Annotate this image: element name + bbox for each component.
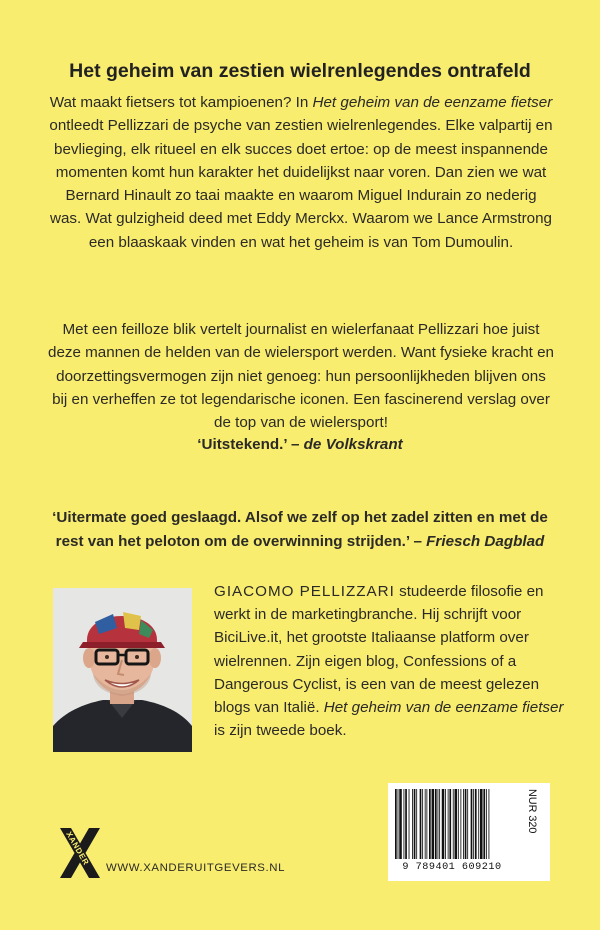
description-segment: Wat maakt fietsers tot kampioenen? In	[49, 94, 313, 111]
barcode-bar	[404, 789, 405, 859]
barcode-bar	[412, 789, 413, 859]
back-cover-heading: Het geheim van zestien wielrenlegendes ontrafeld	[69, 60, 531, 82]
review-quote-friesch-dagblad	[40, 506, 560, 554]
barcode-bar	[429, 789, 431, 859]
barcode-bar	[405, 789, 407, 859]
barcode-bar	[465, 789, 467, 859]
bio-segment: studeerde filosofie en werkt in de marketingbranche. Hij schrijft voor BiciLive.it, het grootste Italiaanse platform over wielrennen. Zijn eigen blog, Confessions of a Dangerous Cyclist, is een van de meest gelezen blogs van Italië.	[214, 583, 544, 717]
barcode-bars	[393, 789, 517, 861]
publisher-logo-text: XANDER	[64, 830, 91, 867]
description-segment: Het geheim van de eenzame fietser	[312, 94, 553, 111]
quote-text: ‘Uitermate goed geslaagd. Alsof we zelf op het zadel zitten en met de rest van het peloton om de overwinning strijden.’ –	[52, 509, 548, 550]
description-paragraph-1	[48, 91, 554, 254]
barcode-bar	[414, 789, 416, 859]
barcode-bar	[420, 789, 422, 859]
review-quote-volkskrant	[0, 436, 600, 453]
bio-segment: Het geheim van de eenzame fietser	[323, 699, 564, 717]
barcode-bar	[473, 789, 474, 859]
nur-code: NUR 320	[526, 789, 538, 834]
barcode-bar	[399, 789, 402, 859]
barcode-bar	[395, 789, 397, 859]
barcode-bar	[426, 789, 427, 859]
description-segment: ontleedt Pellizzari de psyche van zestien wielrenlegendes. Elke valpartij en bevlieging, elk ritueel en elk succes doet ertoe: op de meest inspannende momenten komt hun karakter het duidelijkst naar voren. Dan zien we wat Bernard Hinault zo taai maakte en waarom Miguel Indurain zo nederig was. Wat gulzigheid deed met Eddy Merckx. Waarom we Lance Armstrong een blaaskaak vinden en wat het geheim is van Tom Dumoulin.	[49, 117, 553, 251]
barcode-bar	[438, 789, 439, 859]
barcode-bar	[439, 789, 440, 859]
barcode-bar	[409, 789, 410, 859]
barcode-bar	[458, 789, 459, 859]
publisher-website: WWW.XANDERUITGEVERS.NL	[106, 862, 286, 874]
bio-segment: is zijn tweede boek.	[214, 722, 347, 740]
description-paragraph-2: Met een feilloze blik vertelt journalist en wielerfanaat Pellizzari hoe juist deze mannen de helden van de wielersport werden. Want fysieke kracht en doorzettingsvermogen zijn niet genoeg: hun persoonlijkheden blijven ons bij en verheffen ze tot legendarische iconen. Een fascinerend verslag over de top van de wielersport!	[48, 321, 554, 432]
barcode-bar	[432, 789, 435, 859]
author-photo	[53, 588, 192, 752]
barcode-bar	[463, 789, 464, 859]
author-portrait-illustration	[53, 588, 192, 752]
quote-source: de Volkskrant	[303, 436, 403, 453]
publisher-logo	[58, 826, 102, 880]
barcode-bar	[455, 789, 458, 859]
barcode-bar	[435, 789, 437, 859]
barcode-bar	[475, 789, 477, 859]
barcode-bar	[448, 789, 449, 859]
isbn-number: 9 789401 609210	[402, 862, 502, 873]
barcode-bar	[398, 789, 399, 859]
barcode-bar	[445, 789, 446, 859]
barcode-bar	[422, 789, 423, 859]
quote-text: ‘Uitstekend.’ –	[197, 436, 304, 453]
isbn-barcode	[388, 783, 550, 881]
barcode-bar	[489, 789, 490, 859]
barcode-bar	[416, 789, 417, 859]
barcode-bar	[425, 789, 426, 859]
barcode-bar	[449, 789, 451, 859]
barcode-bar	[467, 789, 468, 859]
barcode-bar	[442, 789, 445, 859]
barcode-bar	[460, 789, 461, 859]
barcode-bar	[486, 789, 487, 859]
barcode-bar	[478, 789, 479, 859]
barcode-bar	[483, 789, 485, 859]
barcode-bar	[453, 789, 454, 859]
barcode-bar	[480, 789, 483, 859]
bio-segment: GIACOMO PELLIZZARI	[214, 583, 395, 600]
author-biography	[214, 580, 564, 742]
quote-source: Friesch Dagblad	[426, 533, 545, 550]
barcode-bar	[471, 789, 473, 859]
